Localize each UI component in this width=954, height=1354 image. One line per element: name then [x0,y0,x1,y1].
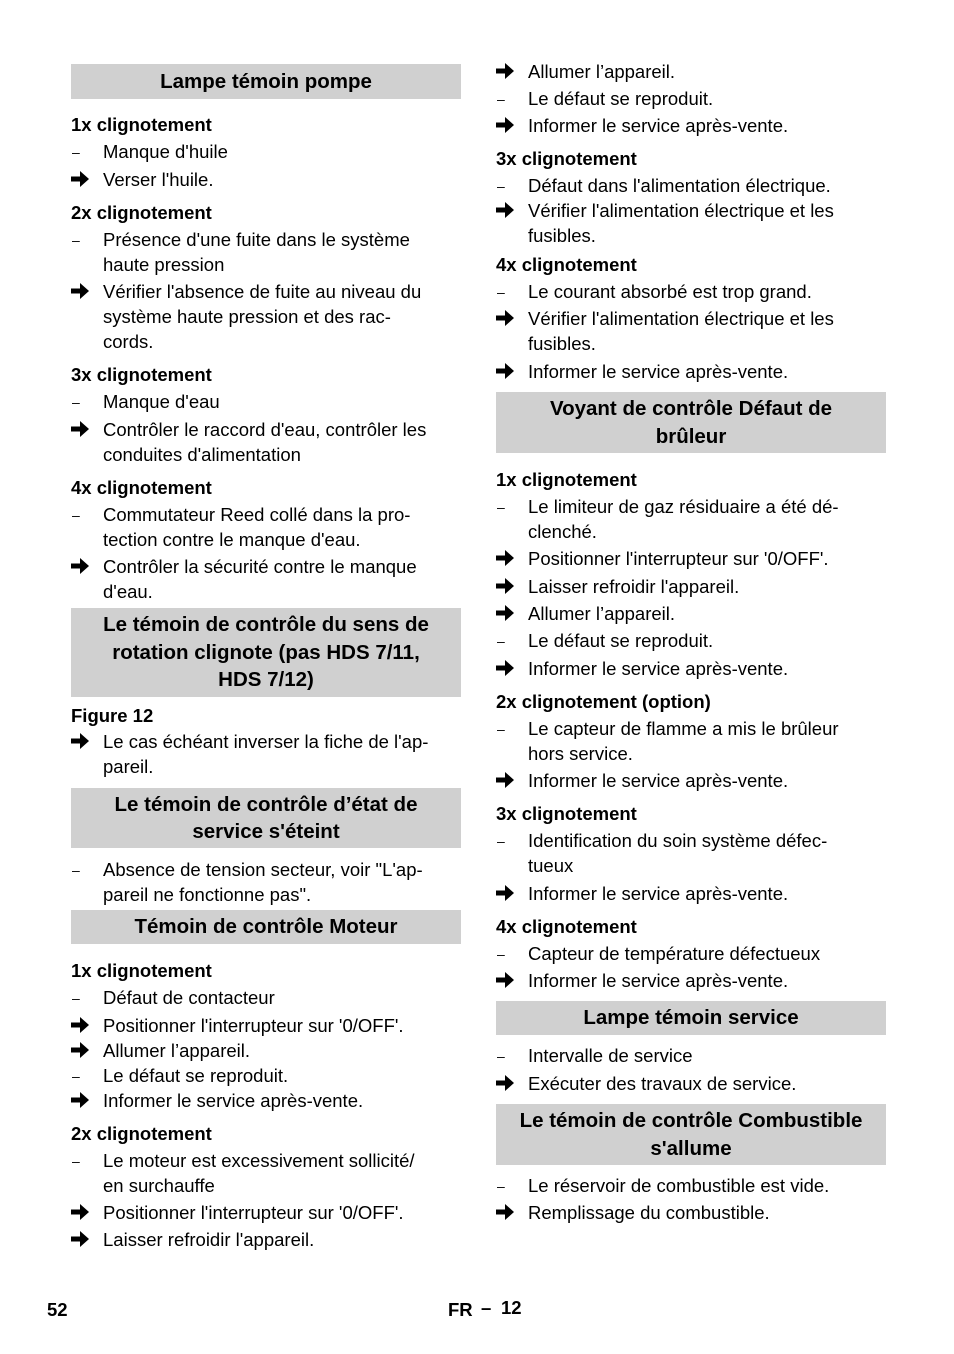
list-item: Allumer l’appareil. [496,59,886,84]
arrow-right-icon [496,972,520,988]
arrow-right-icon [496,310,520,326]
list-item: – Le limiteur de gaz résiduaire a été dé- clenché. [497,496,839,542]
list-item: Allumer l’appareil. [71,1038,461,1063]
arrow-right-icon [71,1231,95,1247]
dash-bullet: – [72,394,80,410]
list-item: – Commutateur Reed collé dans la pro- tection contre le manque d'eau. [72,504,411,550]
subheading: 4x clignotement [496,254,637,275]
list-item: – Le défaut se reproduit. [71,1063,461,1088]
arrow-right-icon [496,772,520,788]
arrow-right-icon [71,733,95,749]
subheading: 2x clignotement [71,1123,212,1144]
list-item: – Le capteur de flamme a mis le brûleur hors service. [497,718,839,764]
footer-separator: – [481,1297,492,1318]
dash-bullet: – [497,833,505,849]
footer-language: FR [448,1299,473,1320]
subheading: 1x clignotement [496,469,637,490]
arrow-right-icon [496,605,520,621]
dash-bullet: – [497,633,505,649]
list-item: Contrôler le raccord d'eau, contrôler les conduites d'alimentation [71,417,461,467]
list-item: Contrôler la sécurité contre le manque d'eau. [71,554,461,604]
subheading: 1x clignotement [71,114,212,135]
arrow-right-icon [496,578,520,594]
page-number: 52 [47,1299,68,1320]
arrow-right-icon [496,117,520,133]
list-item: Vérifier l'alimentation électrique et les fusibles. [496,198,886,248]
arrow-right-icon [496,550,520,566]
subheading: 4x clignotement [496,916,637,937]
list-item: Laisser refroidir l'appareil. [496,574,886,599]
list-item: – Présence d'une fuite dans le système haute pression [72,229,410,275]
heading-etat-de-service: Le témoin de contrôle d’état de service s'éteint [71,788,461,848]
list-item: – Manque d'huile [71,139,461,164]
list-item: Informer le service après-vente. [496,768,886,793]
list-item: Vérifier l'absence de fuite au niveau du système haute pression et des rac- cords. [71,279,461,354]
list-item: Informer le service après-vente. [496,881,886,906]
arrow-right-icon [496,63,520,79]
arrow-right-icon [496,363,520,379]
dash-bullet: – [72,1068,80,1084]
list-item: Le cas échéant inverser la fiche de l'ap- pareil. [71,729,461,779]
list-item: Remplissage du combustible. [496,1200,886,1225]
subheading: 3x clignotement [496,148,637,169]
dash-bullet: – [497,1178,505,1194]
list-item: Verser l'huile. [71,167,461,192]
subheading: 2x clignotement [71,202,212,223]
heading-combustible: Le témoin de contrôle Combustible s'allume [496,1104,886,1165]
arrow-right-icon [71,558,95,574]
dash-bullet: – [497,284,505,300]
heading-defaut-bruleur: Voyant de contrôle Défaut de brûleur [496,392,886,453]
dash-bullet: – [497,1048,505,1064]
footer-sub-page: 12 [501,1297,522,1318]
arrow-right-icon [71,283,95,299]
dash-bullet: – [497,499,505,515]
list-item: Informer le service après-vente. [71,1088,461,1113]
list-item: – Le réservoir de combustible est vide. [496,1173,886,1198]
list-item: Exécuter des travaux de service. [496,1071,886,1096]
arrow-right-icon [71,171,95,187]
list-item: – Capteur de température défectueux [496,941,886,966]
dash-bullet: – [497,721,505,737]
arrow-right-icon [496,202,520,218]
list-item: Informer le service après-vente. [496,113,886,138]
list-item: Laisser refroidir l'appareil. [71,1227,461,1252]
list-item: Informer le service après-vente. [496,359,886,384]
dash-bullet: – [72,862,80,878]
list-item: Informer le service après-vente. [496,656,886,681]
dash-bullet: – [72,144,80,160]
arrow-right-icon [496,660,520,676]
list-item: – Le courant absorbé est trop grand. [496,279,886,304]
list-item: – Absence de tension secteur, voir "L'ap- pareil ne fonctionne pas". [72,859,423,905]
subheading: 3x clignotement [496,803,637,824]
list-item: Vérifier l'alimentation électrique et les fusibles. [496,306,886,356]
list-item: – Le moteur est excessivement sollicité/ en surchauffe [72,1150,415,1196]
list-item: Allumer l’appareil. [496,601,886,626]
dash-bullet: – [72,1153,80,1169]
subheading: 1x clignotement [71,960,212,981]
list-item: – Défaut de contacteur [71,985,461,1010]
arrow-right-icon [71,1204,95,1220]
list-item: Positionner l'interrupteur sur '0/OFF'. [71,1200,461,1225]
list-item: – Intervalle de service [496,1043,886,1068]
heading-lampe-temoin-service: Lampe témoin service [496,1001,886,1035]
arrow-right-icon [71,1042,95,1058]
dash-bullet: – [72,507,80,523]
figure-reference: Figure 12 [71,705,154,726]
list-item: Positionner l'interrupteur sur '0/OFF'. [496,546,886,571]
arrow-right-icon [71,1017,95,1033]
dash-bullet: – [497,946,505,962]
subheading: 4x clignotement [71,477,212,498]
list-item: Positionner l'interrupteur sur '0/OFF'. [71,1013,461,1038]
list-item: Informer le service après-vente. [496,968,886,993]
list-item: – Identification du soin système défec- tueux [497,830,828,876]
list-item: – Le défaut se reproduit. [496,86,886,111]
list-item: – Le défaut se reproduit. [496,628,886,653]
heading-temoin-moteur: Témoin de contrôle Moteur [71,910,461,944]
dash-bullet: – [497,91,505,107]
arrow-right-icon [496,1075,520,1091]
dash-bullet: – [72,232,80,248]
arrow-right-icon [71,421,95,437]
arrow-right-icon [71,1092,95,1108]
list-item: – Défaut dans l'alimentation électrique. [496,173,886,198]
subheading: 3x clignotement [71,364,212,385]
heading-lampe-temoin-pompe: Lampe témoin pompe [71,64,461,99]
dash-bullet: – [497,178,505,194]
arrow-right-icon [496,1204,520,1220]
heading-sens-de-rotation: Le témoin de contrôle du sens de rotation clignote (pas HDS 7/11, HDS 7/12) [71,608,461,697]
subheading: 2x clignotement (option) [496,691,711,712]
arrow-right-icon [496,885,520,901]
dash-bullet: – [72,990,80,1006]
list-item: – Manque d'eau [71,389,461,414]
